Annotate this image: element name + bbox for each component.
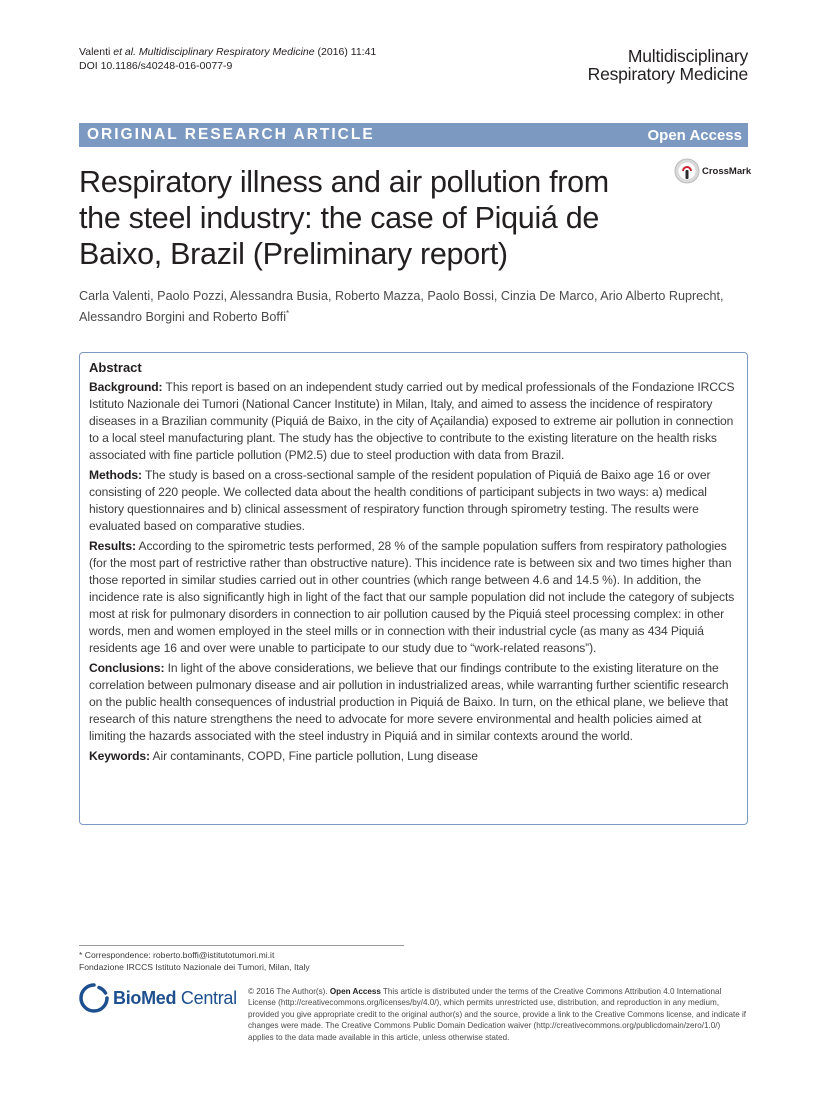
footnote-divider	[79, 945, 404, 946]
license-statement	[248, 986, 748, 1043]
license-text: This article is distributed under the terms of the Creative Commons Attribution 4.0 International License (http://creativecommons.org/licenses/by/4.0/), which permits unrestricted use, distribution, and reproduction in any medium, provided you give appropriate credit to the original author(s) and the source, provide a link to the Creative Commons license, and indicate if changes were made. The Creative Commons Public Domain Dedication waiver (http://creativecommons.org/publicdomain/zero/1.0/) applies to the data made available in this article, unless otherwise stated.	[248, 987, 747, 1042]
publisher-name	[113, 988, 237, 1009]
open-access-label: Open Access	[647, 126, 742, 144]
affiliation-line: Fondazione IRCCS Istituto Nazionale dei Tumori, Milan, Italy	[79, 962, 310, 972]
author-names: Carla Valenti, Paolo Pozzi, Alessandra Busia, Roberto Mazza, Paolo Bossi, Cinzia De Marco, Ario Alberto Ruprecht, Alessandro Borgini and Roberto Boffi	[79, 289, 724, 325]
article-citation	[79, 45, 376, 73]
crossmark-button[interactable]	[674, 158, 751, 184]
footnote	[79, 949, 310, 973]
publisher-name-bold: BioMed	[113, 987, 177, 1008]
abstract-background	[89, 379, 739, 464]
publisher-name-regular: Central	[176, 987, 237, 1008]
background-label: Background:	[89, 380, 163, 394]
corresponding-author-mark: *	[286, 309, 290, 318]
publisher-logo	[79, 983, 237, 1013]
journal-name	[588, 47, 748, 83]
license-prefix: © 2016 The Author(s).	[248, 987, 330, 996]
abstract-keywords	[89, 748, 739, 765]
article-type-label: ORIGINAL RESEARCH ARTICLE	[87, 126, 375, 143]
abstract-box	[79, 352, 748, 825]
methods-text: The study is based on a cross-sectional sample of the resident population of Piquiá de Baixo age 16 or over consisting of 220 people. We collected data about the health conditions of participant subjects in two ways: a) medical history questionnaires and b) clinical assessment of respiratory function through spirometry testing. The results were evaluated based on comparative studies.	[89, 468, 711, 533]
crossmark-label: CrossMark	[702, 165, 752, 177]
journal-name-line2: Respiratory Medicine	[587, 64, 748, 84]
abstract-results	[89, 538, 739, 657]
journal-name-line1: Multidisciplinary	[627, 46, 748, 66]
biomed-central-logo-icon	[79, 983, 109, 1013]
doi: DOI 10.1186/s40248-016-0077-9	[79, 60, 233, 72]
results-text: According to the spirometric tests performed, 28 % of the sample population suffers from respiratory pathologies (for the most part of restrictive rather than obstructive nature). This incidence rate is between six and two times higher than those reported in similar studies carried out in other countries (which range between 4.6 and 14.5 %). In addition, the incidence rate is also significantly high in light of the fact that our sample population did not include the category of subjects most at risk for pulmonary disorders in connection to air pollution caused by the Piquiá steel processing complex: in other words, men and women employed in the steel mills or in connection with their industrial cycle (as many as 434 Piquiá residents age 16 and over were unable to participate to our study due to “work-related reasons”).	[89, 539, 735, 655]
background-text: This report is based on an independent study carried out by medical professionals of the Fondazione IRCCS Istituto Nazionale dei Tumori (National Cancer Institute) in Milan, Italy, and aimed to assess the incidence of respiratory diseases in a Brazilian community (Piquiá de Baixo, in the city of Açailandia) exposed to extreme air pollution in connection to a local steel manufacturing plant. The study has the objective to contribute to the existing literature on the health risks associated with fine particle pollution (PM2.5) due to steel production with data from Brazil.	[89, 380, 735, 462]
article-title: Respiratory illness and air pollution from the steel industry: the case of Piquiá de Baixo, Brazil (Preliminary report)	[79, 165, 609, 271]
abstract-methods	[89, 467, 739, 535]
citation-authors: Valenti	[79, 46, 111, 58]
citation-journal: et al. Multidisciplinary Respiratory Medicine	[113, 46, 315, 58]
article-type-banner	[79, 123, 748, 147]
crossmark-icon	[674, 158, 700, 184]
conclusions-text: In light of the above considerations, we believe that our findings contribute to the existing literature on the correlation between pulmonary disease and air pollution in industrialized areas, while warranting further scientific research on the public health consequences of industrial production in Piquiá de Baixo. In turn, on the ethical plane, we believe that research of this nature strengthens the need to advocate for more severe environmental and health policies aimed at limiting the hazards associated with the steel industry in Piquiá and in similar contexts around the world.	[89, 661, 729, 743]
author-list	[79, 287, 759, 326]
results-label: Results:	[89, 539, 136, 553]
methods-label: Methods:	[89, 468, 142, 482]
correspondence-line[interactable]: * Correspondence: roberto.boffi@istitutotumori.mi.it	[79, 950, 275, 960]
keywords-label: Keywords:	[89, 749, 150, 763]
abstract-heading: Abstract	[89, 360, 142, 375]
license-open-access: Open Access	[329, 987, 381, 996]
keywords-text: Air contaminants, COPD, Fine particle pollution, Lung disease	[149, 749, 478, 763]
conclusions-label: Conclusions:	[89, 661, 165, 675]
citation-year-pages: (2016) 11:41	[314, 46, 377, 58]
abstract-conclusions	[89, 660, 739, 745]
